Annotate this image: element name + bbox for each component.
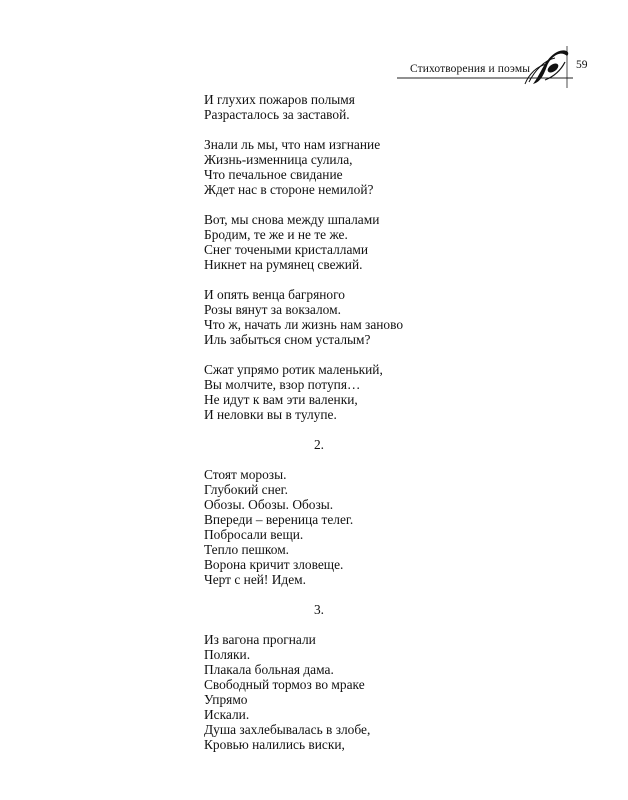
poem-line: Что печальное свидание [204,167,343,182]
stanza [204,362,564,422]
stanza [204,632,564,752]
poem-text [204,92,564,767]
page-number: 59 [576,59,588,71]
running-title: Стихотворения и поэмы [410,63,531,75]
poem-line: Вот, мы снова между шпалами [204,212,380,227]
poem-line: Искали. [204,707,250,722]
poem-line: Тепло пешком. [204,542,290,557]
poem-line: Ждет нас в стороне немилой? [204,182,374,197]
poem-line: Вы молчите, взор потупя… [204,377,361,392]
poem-line: Стоят морозы. [204,467,287,482]
poem-line: И глухих пожаров полымя [204,92,355,107]
section-number: 2. [313,437,325,452]
stanza [204,92,564,122]
poem-line: Жизнь-изменница сулила, [204,152,353,167]
page-header [0,0,628,90]
stanza [204,212,564,272]
poem-line: Никнет на румянец свежий. [204,257,363,272]
poem-line: Черт с ней! Идем. [204,572,306,587]
poem-line: Что ж, начать ли жизнь нам заново [204,317,404,332]
poem-line: Кровью налились виски, [204,737,345,752]
poem-line: Обозы. Обозы. Обозы. [204,497,334,512]
stanza [204,287,564,347]
poem-line: Сжат упрямо ротик маленький, [204,362,383,377]
poem-line: Впереди – вереница телег. [204,512,354,527]
poem-line: Побросали вещи. [204,527,304,542]
poem-line: Плакала больная дама. [204,662,334,677]
poem-line: Иль забыться сном усталым? [204,332,371,347]
poem-line: Свободный тормоз во мраке [204,677,365,692]
poem-line: Из вагона прогнали [204,632,316,647]
poem-line: Поляки. [204,647,251,662]
poem-line: Разрасталось за заставой. [204,107,350,122]
poem-line: Снег точеными кристаллами [204,242,369,257]
poem-line: И опять венца багряного [204,287,345,302]
poem-line: Упрямо [204,692,248,707]
poem-line: Бродим, те же и не те же. [204,227,348,242]
poem-line: Ворона кричит зловеще. [204,557,344,572]
stanza [204,137,564,197]
poem-line: Глубокий снег. [204,482,289,497]
poem-line: Не идут к вам эти валенки, [204,392,358,407]
poem-line: И неловки вы в тулупе. [204,407,337,422]
poem-line: Розы вянут за вокзалом. [204,302,341,317]
poem-line: Душа захлебывалась в злобе, [204,722,371,737]
section-number: 3. [313,602,325,617]
poem-line: Знали ль мы, что нам изгнание [204,137,381,152]
stanza [204,467,564,587]
